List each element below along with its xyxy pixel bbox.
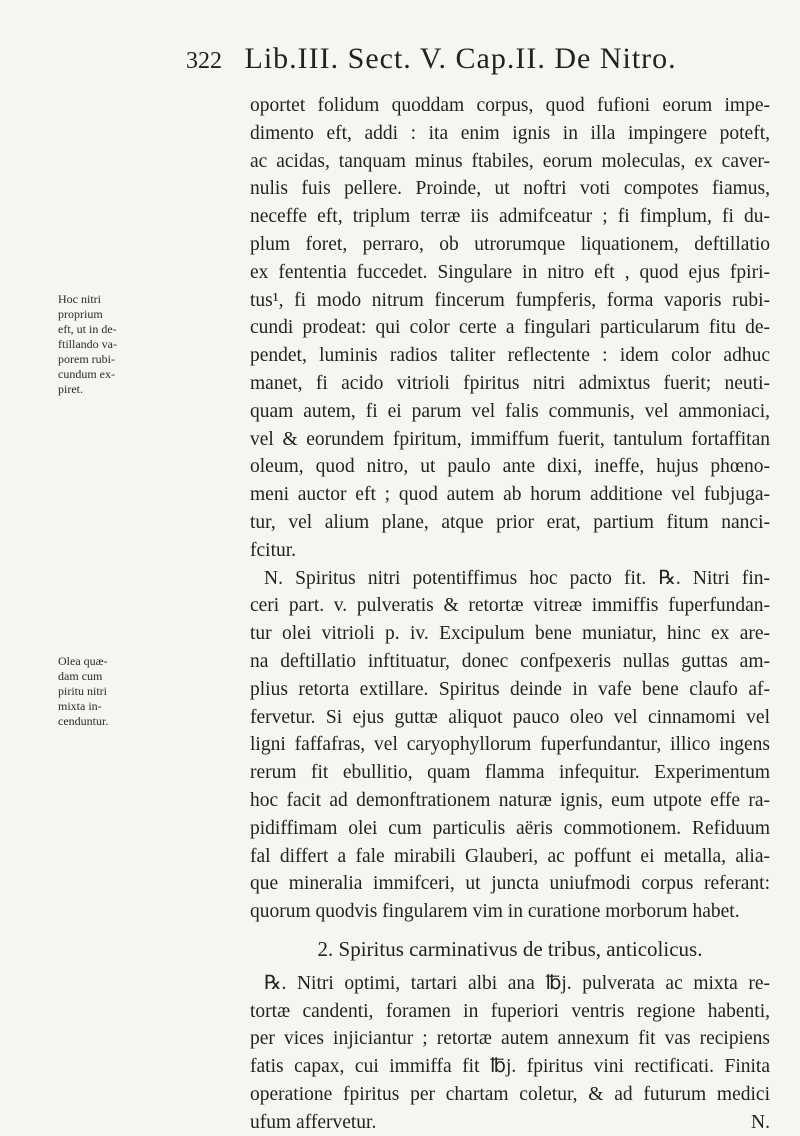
paragraph-3 <box>250 970 770 1136</box>
text-line: tur, vel alium plane, atque prior erat, partium fitum nanci- <box>250 511 770 533</box>
text-line: oportet folidum quoddam corpus, quod fufioni eorum impe- <box>250 95 770 116</box>
text-line: fervetur. Si ejus guttæ aliquot pauco oleo vel cinnamomi vel <box>250 706 770 728</box>
text-line: manet, fi acido vitrioli fpiritus nitri admixtus fuerit; neuti- <box>250 372 770 394</box>
text-line: quam autem, fi ei parum vel falis communis, vel ammoniaci, <box>250 400 770 422</box>
text-line: N. Spiritus nitri potentiffimus hoc pacto fit. ℞. Nitri fin- <box>264 567 770 589</box>
text-line: per vices injiciantur ; retortæ autem annexum fit vas recipiens <box>250 1028 770 1050</box>
margin-note-line: proprium <box>58 307 103 321</box>
text-line: tortæ candenti, foramen in fuperiori ventris regione habenti, <box>250 1000 770 1022</box>
margin-note-line: cenduntur. <box>58 714 109 728</box>
margin-note-line: piritu nitri <box>58 684 107 698</box>
margin-note-line: eft, ut in de- <box>58 322 117 336</box>
text-line: fatis capax, cui immiffa fit ℔j. fpiritus vini rectificati. Finita <box>250 1056 770 1078</box>
catchword: N. <box>751 1111 770 1133</box>
text-line: neceffe eft, triplum terræ iis admifceatur ; fi fimplum, fi du- <box>250 206 770 228</box>
text-line: que mineralia immifceri, ut juncta uniufmodi corpus referant: <box>250 873 770 895</box>
running-header <box>186 42 736 76</box>
margin-note-1 <box>58 292 136 397</box>
paragraph-1 <box>250 92 770 565</box>
text-line: ℞. Nitri optimi, tartari albi ana ℔j. pulverata ac mixta re- <box>264 972 770 994</box>
margin-note-line: Olea quæ- <box>58 654 108 668</box>
text-line-with-catchword <box>250 1109 770 1136</box>
text-line: ligni faffafras, vel caryophyllorum fuperfundantur, illico ingens <box>250 734 770 756</box>
margin-note-line: mixta in- <box>58 699 102 713</box>
running-title: Lib.III. Sect. V. Cap.II. De Nitro. <box>244 42 677 75</box>
text-line: plum foret, perraro, ob utrorumque liquationem, deftillatio <box>250 233 770 255</box>
text-line: hoc facit ad demonftrationem naturæ ignis, eum utpote effe ra- <box>250 789 770 811</box>
text-line: cundi prodeat: qui color certe a fingulari particularum fitu de- <box>250 317 770 339</box>
text-line: tus¹, fi modo nitrum fincerum fumpferis, forma vaporis rubi- <box>250 289 770 311</box>
text-line: fal differt a fale mirabili Glauberi, ac poffunt ei metalla, alia- <box>250 845 770 867</box>
margin-note-line: dam cum <box>58 669 103 683</box>
text-line: fcitur. <box>250 539 297 561</box>
margin-note-line: ftillando va- <box>58 337 117 351</box>
text-line: meni auctor eft ; quod autem ab horum additione vel fubjuga- <box>250 484 770 506</box>
text-line: pidiffimam olei cum particulis aëris commotionem. Refiduum <box>250 817 770 839</box>
text-line: ceri part. v. pulveratis & retortæ vitreæ immiffis fuperfundan- <box>250 595 770 617</box>
text-line: plius retorta extillare. Spiritus deinde in vafe bene claufo af- <box>250 678 770 700</box>
paragraph-2 <box>250 565 770 926</box>
margin-note-line: piret. <box>58 382 83 396</box>
page-number: 322 <box>186 48 222 74</box>
text-line: ex fententia fuccedet. Singulare in nitro eft , quod ejus fpiri- <box>250 261 770 283</box>
text-line: quorum quodvis fingularem vim in curatione morborum habet. <box>250 901 740 923</box>
section-subheading: 2. Spiritus carminativus de tribus, anticolicus. <box>317 936 703 961</box>
text-line: tur olei vitrioli p. iv. Excipulum bene muniatur, hinc ex are- <box>250 623 770 645</box>
text-line: dimento eft, addi : ita enim ignis in illa impingere poteft, <box>250 122 770 144</box>
margin-note-line: Hoc nitri <box>58 292 101 306</box>
text-line: vel & eorundem fpiritum, immiffum fuerit, tantulum fortaffitan <box>250 428 770 450</box>
text-line: na deftillatio inftituatur, donec confpexeris nullas guttas am- <box>250 650 770 672</box>
text-line: oleum, quod nitro, ut paulo ante dixi, ineffe, hujus phœno- <box>250 456 770 478</box>
text-line: operatione fpiritus per chartam coletur, & ad futurum medici <box>250 1083 770 1105</box>
text-line: rerum fit ebullitio, quam flamma infequitur. Experimentum <box>250 762 770 784</box>
text-line: pendet, luminis radios taliter reflectente : idem color adhuc <box>250 345 770 367</box>
margin-note-2 <box>58 654 136 729</box>
margin-note-line: porem rubi- <box>58 352 115 366</box>
main-text <box>250 92 770 1136</box>
margin-note-line: cundum ex- <box>58 367 115 381</box>
text-line: ac acidas, tanquam minus ftabiles, eorum moleculas, ex caver- <box>250 150 770 172</box>
text-line: nulis fuis pellere. Proinde, ut noftri voti compotes fiamus, <box>250 178 770 200</box>
text-line: ufum affervetur. <box>250 1111 377 1133</box>
